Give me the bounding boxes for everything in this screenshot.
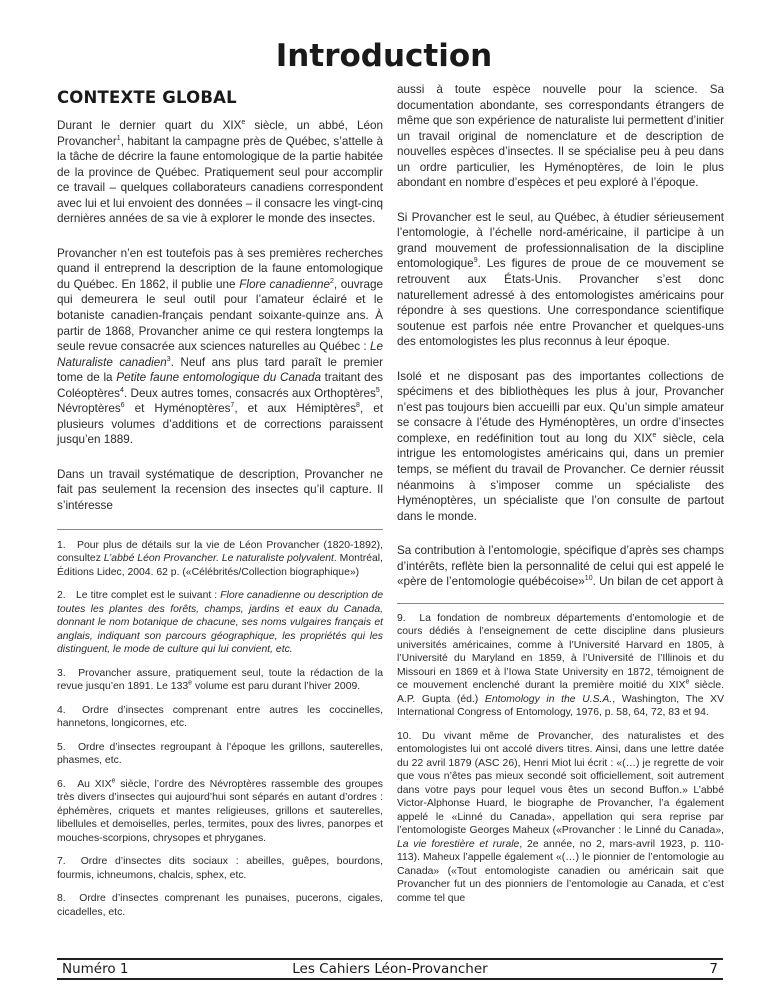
footnote (397, 730, 724, 906)
left-column (57, 88, 383, 919)
text-run: siècle, cela intrigue les entomologistes américains qui, dans un premier temps, se méfient du travail de Provancher. Ce dernier réussit néanmoins à s’imposer comme un spécialiste des Hyménoptères, un spécialiste que l’on consulte de partout dans le monde. (397, 431, 724, 523)
italic-title: Petite faune entomologique du Canada (116, 371, 321, 385)
footnote (57, 704, 383, 731)
italic-title: L’abbé Léon Provancher. Le naturaliste polyvalent (103, 553, 334, 565)
text-run: Ordre d’insectes comprenant entre autres les coccinelles, hannetons, longicornes, etc. (57, 704, 384, 730)
superscript: 1 (116, 134, 121, 142)
footnote-number: 6. (57, 778, 66, 790)
superscript: e (188, 679, 193, 687)
left-footnotes (57, 539, 383, 920)
text-run: aussi à toute espèce nouvelle pour la science. Sa documentation abondante, ses correspondants étrangers de même que son expérience de naturaliste lui permettent d’initier un travail original de nomenclature et de description de nouvelles espèces d’insectes. Il se spécialise peu à peu dans un ordre particulier, les Hyménoptères, de loin le plus abondant en nombre d’espèces et peu exploré à l’époque. (397, 83, 724, 190)
italic-title: Flore canadienne ou description de toutes les plantes des forêts, champs, jardins et eaux du Canada, donnant le nom botanique de chacune, ses noms vulgaires français et anglais, indiquant son parcours géographique, les propriétés qui les distinguent, le mode de culture qui lui convient, etc. (57, 590, 384, 656)
text-run: , 2e année, no 2, mars-avril 1923, p. 110-113). Maheux l’appelle également «(…) le pionnier de l’entomologie au Canada» («Tout entomologiste canadien ou américain sait que Provancher fut un des pionniers de l’entomologie au Canada, et c’est comme tel que (397, 838, 724, 904)
left-body (57, 118, 383, 514)
footer-page-number: 7 (709, 961, 718, 977)
italic-title: Flore canadienne (239, 277, 330, 291)
superscript: 6 (120, 402, 125, 410)
text-run: siècle. A.P. Gupta (éd.) (397, 680, 724, 705)
footnote (57, 855, 383, 882)
superscript: e (241, 119, 246, 127)
text-run: Dans un travail systématique de description, Provancher ne fait pas seulement la recension des insectes qu’il capture. Il s’intéresse (57, 467, 383, 513)
text-run: Ordre d’insectes dits sociaux : abeilles, guêpes, bourdons, fourmis, ichneumons, chalcis, sphex, etc. (57, 856, 384, 881)
superscript: 8 (356, 402, 360, 410)
text-run: Pour plus de détails sur la vie de Léon Provancher (1820-1892), consultez (57, 539, 383, 565)
text-run: siècle, l’ordre des Névroptères rassemble des groupes très divers d’insectes qui aujourd’hui sont séparés en autant d’ordres : éphémères, criquets et mantes religieuses, grillons et sauterelles, libellules et demoiselles, perles, termites, poux des livres, panorpes et mouches-scorpions, chrysopes et phryganes. (57, 778, 383, 844)
paragraph (57, 467, 383, 514)
superscript: 7 (230, 402, 235, 410)
text-run: . Neuf ans plus tard paraît le premier tome de la (57, 355, 383, 385)
text-run: et Hyménoptères (124, 402, 231, 416)
text-run: Isolé et ne disposant pas des importantes collections de spécimens et des bibliothèques les plus à jour, Provancher n’est pas toujours bien accueilli par eux. Qu’un simple amateur se consacre à l’étude des Hyménoptères, un ordre d’insectes complexe, en redéfinition tout au long du XIX (397, 369, 724, 445)
right-footnotes (397, 612, 724, 906)
right-body (397, 82, 724, 590)
text-run: siècle, un abbé, Léon Provancher (57, 119, 383, 148)
italic-title: Le Naturaliste canadien (57, 340, 383, 369)
superscript: e (111, 777, 116, 785)
italic-title: La vie forestière et rurale (397, 838, 520, 850)
text-run: traitant des Coléoptères (57, 371, 383, 400)
footer-journal-title: Les Cahiers Léon-Provancher (292, 961, 488, 977)
paragraph (397, 210, 724, 350)
text-run: . Deux autres tomes, consacrés aux Orthoptères (123, 386, 376, 400)
paragraph (57, 246, 383, 448)
text-run: Au XIX (77, 778, 112, 790)
text-run: Provancher n’en est toutefois pas à ses premières recherches quand il entreprend la description de la faune entomologique du Québec. En 1862, il publie une (57, 246, 383, 291)
text-run: , habitant la campagne près de Québec, s’attelle à la tâche de décrire la faune entomologique de la partie habitée de la province de Québec. Pratiquement seul pour accomplir ce travail – quelques collaborateurs canadiens correspondent avec lui et lui envoient des données – il consacre les vingt-cinq dernières années de sa vie à explorer le monde des insectes. (57, 134, 383, 226)
paragraph (57, 118, 383, 227)
text-run: , Washington, The XV International Congress of Entomology, 1976, p. 58, 64, 72, 83 et 94. (397, 693, 725, 719)
text-run: Ordre d’insectes comprenant les punaises, pucerons, cigales, cicadelles, etc. (57, 893, 383, 918)
footnote (57, 539, 383, 580)
text-run: . Montréal, Éditions Lidec, 2004. 62 p. («Célébrités/Collection biographique») (57, 553, 383, 578)
text-run: Si Provancher est le seul, au Québec, à étudier sérieusement l’entomologie, à l’échelle nord-américaine, il participe à un grand mouvement de professionnalisation de la discipline entomologique (397, 210, 724, 271)
text-run: Sa contribution à l’entomologie, spécifique d’après ses champs d’intérêts, reflète bien la personnalité de celui qui est appelé le «père de l’entomologie québécoise» (397, 544, 724, 589)
footnote-divider (397, 603, 724, 604)
paragraph (397, 369, 724, 524)
footnote-number: 8. (57, 893, 66, 905)
footnote-number: 5. (57, 741, 66, 753)
text-run: , Névroptères (57, 386, 383, 416)
footnote (57, 778, 383, 846)
footnote-number: 7. (57, 856, 66, 868)
text-run: La fondation de nombreux départements d’entomologie et de cours dédiés à l’enseignement de cette discipline dans plusieurs universités américaines, comme à l’Université Harvard en 1805, à l’Université du Maryland en 1859, à l’Université de l’Illinois et du Missouri en 1869 et à l’Iowa State University en 1872, témoignent de ce mouvement enclenché durant la première moitié du XIX (397, 612, 724, 692)
superscript: 4 (120, 386, 124, 394)
footnote-number: 2. (57, 590, 66, 602)
superscript: e (685, 678, 690, 686)
page-footer (57, 958, 723, 980)
footnote (57, 589, 383, 657)
footnote-number: 1. (57, 539, 66, 551)
text-run: , et aux Hémiptères (234, 402, 357, 416)
footnote-number: 4. (57, 704, 66, 716)
paragraph (397, 82, 724, 191)
superscript: 2 (329, 278, 334, 286)
footnote-number: 3. (57, 667, 66, 679)
superscript: 9 (473, 257, 478, 265)
right-column (397, 82, 724, 905)
text-run: Le titre complet est le suivant : (76, 590, 221, 602)
footnote-divider (57, 529, 383, 530)
italic-title: Entomology in the U.S.A. (484, 693, 613, 705)
page-title: Introduction (275, 38, 493, 74)
section-heading: CONTEXTE GLOBAL (57, 88, 237, 107)
footnote-number: 10. (397, 730, 412, 742)
text-run: Du vivant même de Provancher, des naturalistes et des entomologistes lui ont accolé divers titres. Ainsi, dans une lettre datée du 22 avril 1879 (ASC 26), Henri Miot lui écrit : «(…) je regrette de voir que vous n’êtes pas mieux secondé soit officiellement, soit autrement dans votre pays pour lequel vous êtes un second Buffon.» L’abbé Victor-Alphonse Huard, le biographe de Provancher, l’a également appelé le «Linné du Canada», appellation qui sera reprise par l’entomologiste Georges Maheux («Provancher : le Linné du Canada», (397, 730, 725, 837)
text-run: Durant le dernier quart du XIX (57, 119, 242, 132)
paragraph (397, 543, 724, 590)
text-run: , ouvrage qui demeurera le seul outil pour l’amateur éclairé et le botaniste canadien-français pendant soixante-quinze ans. À partir de 1868, Provancher anime ce qui restera longtemps la seule revue consacrée aux sciences naturelles au Québec : (57, 277, 383, 354)
text-run: , et plusieurs volumes d’additions et de corrections paraissent jusqu’en 1889. (57, 402, 383, 447)
footnote (57, 667, 383, 694)
superscript: e (652, 432, 657, 440)
superscript: 3 (166, 355, 171, 363)
text-run: Ordre d’insectes regroupant à l’époque les grillons, sauterelles, phasmes, etc. (57, 741, 383, 767)
text-run: . Un bilan de cet apport à (592, 575, 724, 589)
footnote (57, 741, 383, 768)
superscript: 10 (584, 575, 593, 583)
text-run: . Les figures de proue de ce mouvement se retrouvent aux États-Unis. Provancher s’est donc naturellement adressé à des entomologistes américains pour répondre à ses questions. Une correspondance scientifique soutenue est parfois née entre Provancher et quelques-uns des entomologistes les plus reconnus à leur époque. (397, 257, 724, 349)
footer-issue: Numéro 1 (62, 961, 129, 977)
footnote-number: 9. (397, 612, 406, 624)
text-run: volume est paru durant l’hiver 2009. (192, 681, 361, 693)
footnote (397, 612, 724, 720)
text-run: Provancher assure, pratiquement seul, toute la rédaction de la revue jusqu’en 1891. Le 133 (57, 667, 383, 693)
footnote (57, 892, 383, 919)
superscript: 5 (375, 386, 380, 394)
